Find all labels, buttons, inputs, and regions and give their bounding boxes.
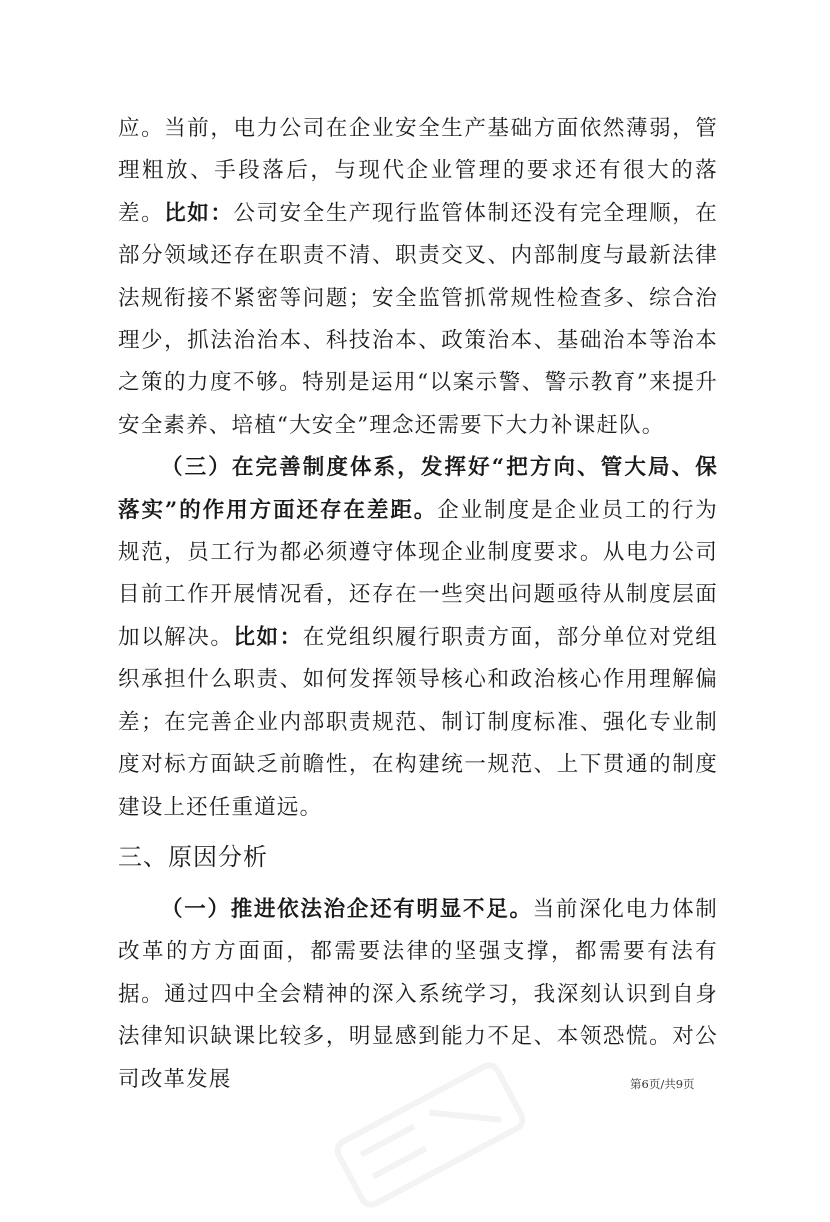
paragraph-2-emphasis: 比如： (233, 624, 303, 650)
paragraph-1-text-a: 应。当前，电力公司在企业安全生产基础方面依然薄弱，管理粗放、手段落后，与现代企业管理的要求还有很大的落差。 (118, 116, 718, 226)
paragraph-1 (118, 108, 718, 447)
document-body (118, 108, 718, 1101)
paragraph-2-heading: （三）在完善制度体系，发挥好“把方向、管大局、保落实”的作用方面还存在差距。 (118, 455, 718, 523)
paragraph-3-text-a: 当前深化电力体制改革的方方面面，都需要法律的坚强支撑，都需要有法有据。通过四中全会精神的深入系统学习，我深刻认识到自身法律知识缺课比较多，明显感到能力不足、本领恐慌。对公司改革发展 (118, 896, 718, 1092)
paragraph-1-emphasis: 比如： (164, 200, 234, 226)
paragraph-2-text-a: 企业制度是企业员工的行为规范，员工行为都必须遵守体现企业制度要求。从电力公司目前工作开展情况看，还存在一些突出问题亟待从制度层面加以解决。 (118, 497, 718, 650)
section-heading: 三、原因分析 (118, 842, 268, 871)
paragraph-3-heading: （一）推进依法治企还有明显不足。 (161, 896, 533, 922)
page-number: 第6页/共9页 (630, 1077, 695, 1091)
paragraph-1-text-b: 公司安全生产现行监管体制还没有完全理顺，在部分领域还存在职责不清、职责交叉、内部制度与最新法律法规衔接不紧密等问题；安全监管抓常规性检查多、综合治理少，抓法治治本、科技治本、政策治本、基础治本等治本之策的力度不够。特别是运用“以案示警、警示教育”来提升安全素养、培植“大安全”理念还需要下大力补课赶队。 (118, 200, 718, 438)
paragraph-2-text-b: 在党组织履行职责方面，部分单位对党组织承担什么职责、如何发挥领导核心和政治核心作用理解偏差；在完善企业内部职责规范、制订制度标准、强化专业制度对标方面缺乏前瞻性，在构建统一规范、上下贯通的制度建设上还任重道远。 (118, 624, 718, 820)
paragraph-2 (118, 447, 718, 829)
paragraph-3 (118, 889, 718, 1101)
